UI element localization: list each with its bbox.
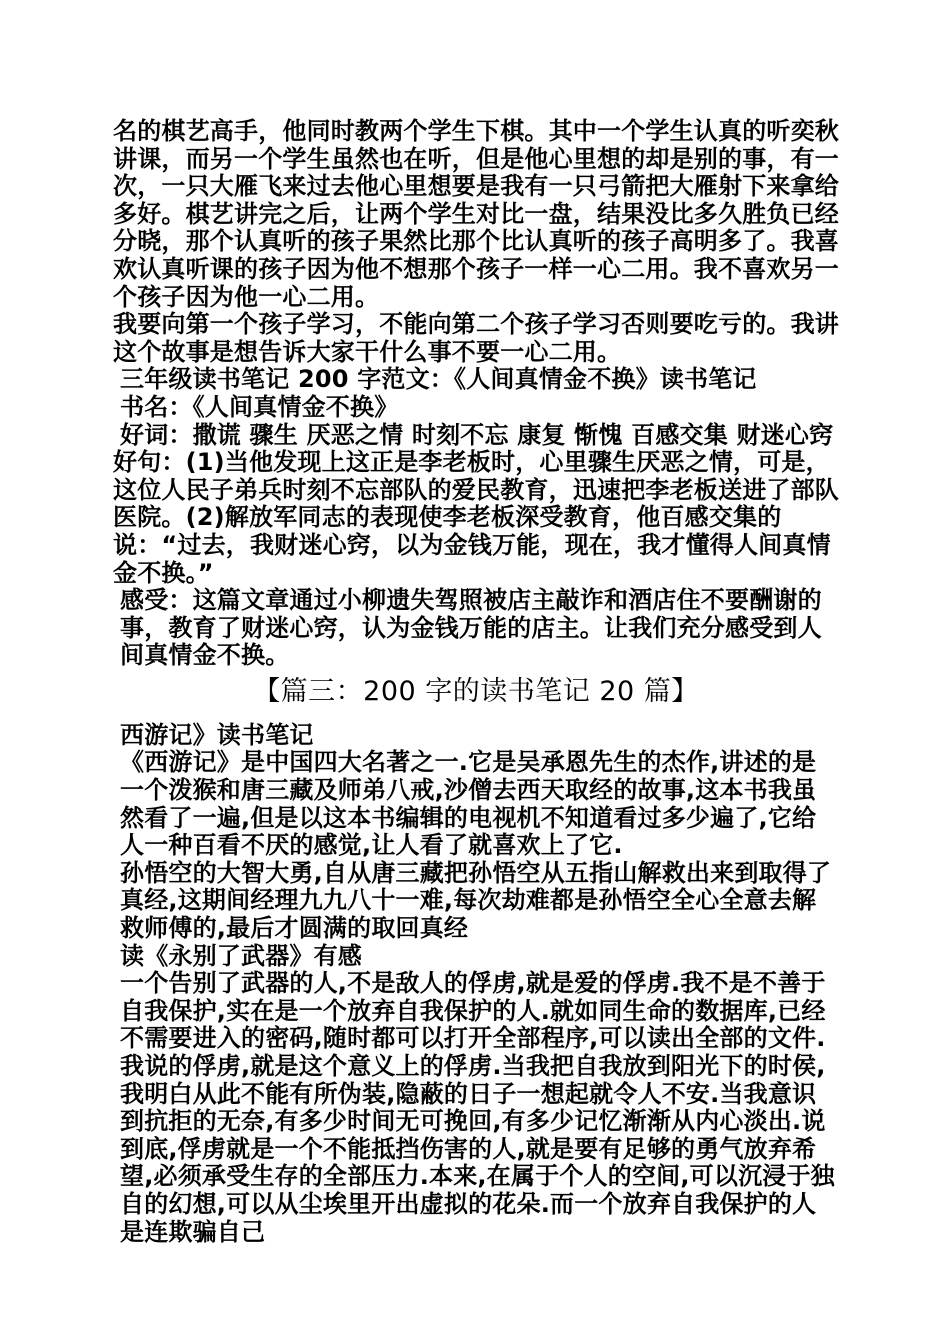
paragraph-lesson: 我要向第一个孩子学习，不能向第二个孩子学习否则要吃亏的。我讲这个故事是想告诉大家干什么事不要一心二用。 — [113, 310, 839, 366]
paragraph-book-name: 书名：《人间真情金不换》 — [120, 392, 399, 421]
paragraph-good-sentences: 好句：(1)当他发现上这正是李老板时，心里骤生厌恶之情，可是，这位人民子弟兵时刻不忘部队的爱民教育，迅速把李老板送进了部队医院。(2)解放军同志的表现使李老板深受教育，他百感交集的说：“过去，我财迷心窍，以为金钱万能，现在，我才懂得人间真情金不换。” — [113, 448, 839, 587]
paragraph-weiqi-story: 名的棋艺高手，他同时教两个学生下棋。其中一个学生认真的听奕秋讲课，而另一个学生虽然也在听，但是他心里想的却是别的事，有一次，一只大雁飞来过去他心里想要是我有一只弓箭把大雁射下来拿给多好。棋艺讲完之后，让两个学生对比一盘，结果没比多久胜负已经分晓，那个认真听的孩子果然比那个比认真听的孩子高明多了。我喜欢认真听课的孩子因为他不想那个孩子一样一心二用。我不喜欢另一个孩子因为他一心二用。 — [113, 117, 839, 311]
paragraph-xiyouji-intro: 《西游记》是中国四大名著之一.它是吴承恩先生的杰作,讲述的是一个泼猴和唐三藏及师弟八戒,沙僧去西天取经的故事,这本书我虽然看了一遍,但是以这本书编辑的电视机不知道看过多少遍了,它给人一种百看不厌的感觉,让人看了就喜欢上了它. — [120, 748, 817, 860]
paragraph-sunwukong: 孙悟空的大智大勇,自从唐三藏把孙悟空从五指山解救出来到取得了真经,这期间经理九九八十一难,每次劫难都是孙悟空全心全意去解救师傅的,最后才圆满的取回真经 — [120, 858, 832, 943]
document-body — [113, 118, 839, 1246]
paragraph-farewell-body: 一个告别了武器的人,不是敌人的俘虏,就是爱的俘虏.我不是不善于自我保护,实在是一个放弃自我保护的人.就如同生命的数据库,已经不需要进入的密码,随时都可以打开全部程序,可以读出全部的文件.我说的俘虏,就是这个意义上的俘虏.当我把自我放到阳光下的时侯,我明白从此不能有所伪装,隐蔽的日子一想起就令人不安.当我意识到抗拒的无奈,有多少时间无可挽回,有多少记忆渐渐从内心淡出.说到底,俘虏就是一个不能抵挡伤害的人,就是要有足够的勇气放弃希望,必须承受生存的全部压力.本来,在属于个人的空间,可以沉浸于独自的幻想,可以从尘埃里开出虚拟的花朵.而一个放弃自我保护的人是连欺骗自己 — [120, 969, 835, 1246]
paragraph-feelings: 感受：这篇文章通过小柳遗失驾照被店主敲诈和酒店住不要酬谢的事，教育了财迷心窍，认为金钱万能的店主。让我们充分感受到人间真情金不换。 — [120, 586, 822, 670]
paragraph-good-words: 好词：撒谎 骤生 厌恶之情 时刻不忘 康复 惭愧 百感交集 财迷心窍 — [120, 420, 834, 449]
paragraph-xiyouji-title: 西游记》读书笔记 — [120, 720, 314, 749]
section-heading: 【篇三：200 字的读书笔记 20 篇】 — [253, 675, 699, 707]
paragraph-note-title: 三年级读书笔记 200 字范文：《人间真情金不换》读书笔记 — [120, 365, 757, 394]
paragraph-farewell-title: 读《永别了武器》有感 — [120, 941, 362, 970]
